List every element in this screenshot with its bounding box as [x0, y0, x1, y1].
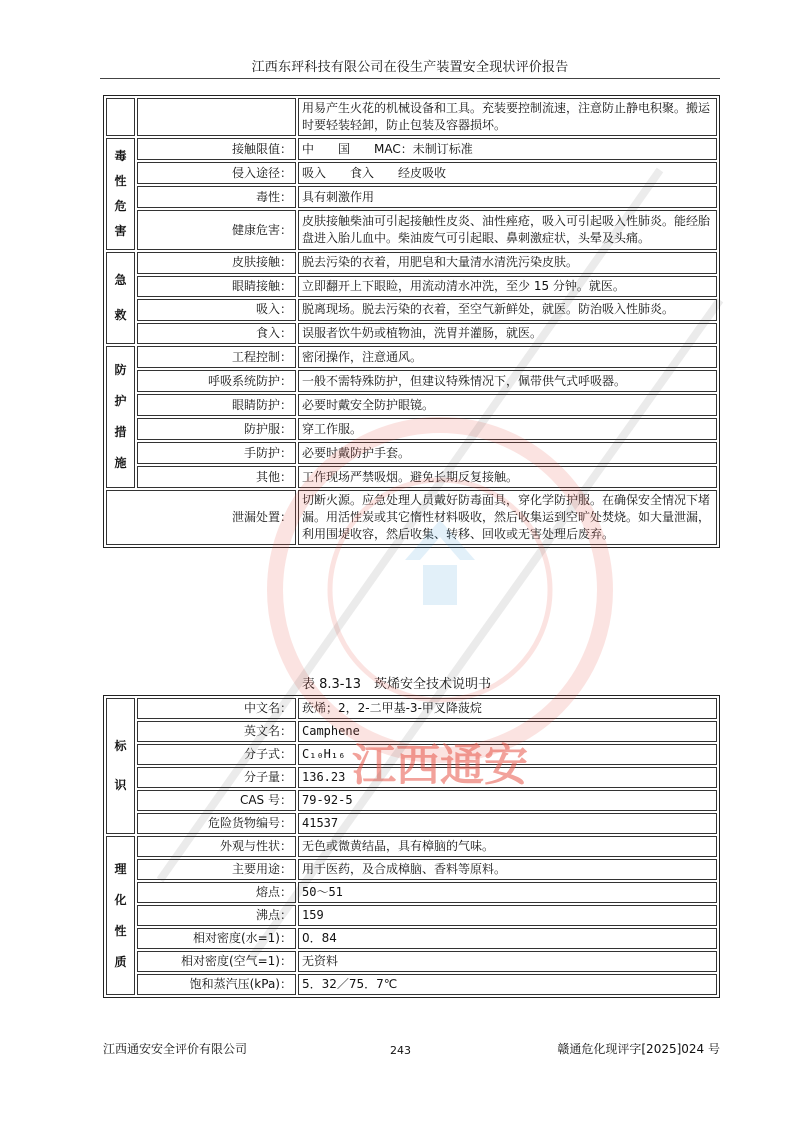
- row-value: 吸入 食入 经皮吸收: [298, 162, 717, 184]
- row-value: 159: [298, 905, 717, 926]
- row-label: 中文名：: [137, 698, 296, 719]
- row-value: 脱去污染的衣着，用肥皂和大量清水清洗污染皮肤。: [298, 252, 717, 274]
- row-value: Camphene: [298, 721, 717, 742]
- table-row: [106, 744, 717, 765]
- row-label: 皮肤接触：: [137, 252, 296, 274]
- safety-sheet-table-2: [103, 695, 720, 998]
- table-row: [106, 698, 717, 719]
- row-label: 饱和蒸汽压(kPa)：: [137, 974, 296, 995]
- row-label: 毒性：: [137, 186, 296, 208]
- table-row: [106, 418, 717, 440]
- row-label: 健康危害：: [137, 210, 296, 250]
- table-row: [106, 210, 717, 250]
- table-row: [106, 490, 717, 545]
- category-identification: 标 识: [106, 698, 135, 834]
- row-value: 穿工作服。: [298, 418, 717, 440]
- label-cell-empty: [137, 98, 296, 136]
- row-label: 相对密度(水=1)：: [137, 928, 296, 949]
- row-value: 79-92-5: [298, 790, 717, 811]
- row-label: 呼吸系统防护：: [137, 370, 296, 392]
- table-row: [106, 276, 717, 298]
- table-row: [106, 138, 717, 160]
- row-label: 接触限值：: [137, 138, 296, 160]
- table-row: [106, 466, 717, 488]
- row-value: 工作现场严禁吸烟。避免长期反复接触。: [298, 466, 717, 488]
- table-row: [106, 859, 717, 880]
- table-row: [106, 767, 717, 788]
- row-label: 沸点：: [137, 905, 296, 926]
- row-value: 一般不需特殊防护，但建议特殊情况下，佩带供气式呼吸器。: [298, 370, 717, 392]
- category-toxicity: 毒 性 危 害: [106, 138, 135, 250]
- row-label: 其他：: [137, 466, 296, 488]
- row-value: 无资料: [298, 951, 717, 972]
- table-row: [106, 346, 717, 368]
- table-row: [106, 836, 717, 857]
- row-value: 必要时戴安全防护眼镜。: [298, 394, 717, 416]
- table-row: [106, 323, 717, 345]
- row-value: 密闭操作，注意通风。: [298, 346, 717, 368]
- row-value: 必要时戴防护手套。: [298, 442, 717, 464]
- table-caption: 表 8.3-13 莰烯安全技术说明书: [301, 677, 492, 692]
- row-value: 41537: [298, 813, 717, 834]
- row-label: 分子式：: [137, 744, 296, 765]
- row-label: 防护服：: [137, 418, 296, 440]
- table-row: [106, 928, 717, 949]
- row-label: 吸入：: [137, 299, 296, 321]
- row-label: 熔点：: [137, 882, 296, 903]
- row-label: 分子量：: [137, 767, 296, 788]
- row-label: 侵入途径：: [137, 162, 296, 184]
- category-protection: 防 护 措 施: [106, 346, 135, 488]
- row-value: 皮肤接触柴油可引起接触性皮炎、油性痤疮，吸入可引起吸入性肺炎。能经胎盘进入胎儿血中。柴油废气可引起眼、鼻刺激症状，头晕及头痛。: [298, 210, 717, 250]
- row-label: 工程控制：: [137, 346, 296, 368]
- table-row: [106, 905, 717, 926]
- watermark-text: 江西通安: [352, 740, 528, 791]
- row-label: 手防护：: [137, 442, 296, 464]
- row-value: 莰烯；2，2-二甲基-3-甲叉降菠烷: [298, 698, 717, 719]
- table-row: [106, 790, 717, 811]
- row-label: 食入：: [137, 323, 296, 345]
- row-value: 0．84: [298, 928, 717, 949]
- row-value: 具有刺激作用: [298, 186, 717, 208]
- category-cell-empty: [106, 98, 135, 136]
- row-label: 主要用途：: [137, 859, 296, 880]
- row-value: 脱离现场。脱去污染的衣着，至空气新鲜处，就医。防治吸入性肺炎。: [298, 299, 717, 321]
- row-value: 无色或微黄结晶，具有樟脑的气味。: [298, 836, 717, 857]
- row-label: 眼睛接触：: [137, 276, 296, 298]
- table-row: [106, 442, 717, 464]
- page-header: 江西东玶科技有限公司在役生产装置安全现状评价报告: [251, 60, 569, 75]
- row-label: 相对密度(空气=1)：: [137, 951, 296, 972]
- footer-page-number: 243: [390, 1044, 411, 1057]
- table-row: [106, 98, 717, 136]
- header-divider: [100, 78, 720, 79]
- row-value: 用于医药，及合成樟脑、香料等原料。: [298, 859, 717, 880]
- continuation-text: 用易产生火花的机械设备和工具。充装要控制流速，注意防止静电积聚。搬运时要轻装轻卸，防止包装及容器损坏。: [298, 98, 717, 136]
- footer-company: 江西通安安全评价有限公司: [103, 1042, 248, 1056]
- footer-doc-number: 赣通危化现评字[2025]024 号: [557, 1042, 720, 1056]
- safety-sheet-table-1: [103, 95, 720, 548]
- row-value: 切断火源。应急处理人员戴好防毒面具，穿化学防护服。在确保安全情况下堵漏。用活性炭或其它惰性材料吸收，然后收集运到空旷处焚烧。如大量泄漏，利用围堤收容，然后收集、转移、回收或无害处理后废弃。: [298, 490, 717, 545]
- table-row: [106, 394, 717, 416]
- row-value: C₁₀H₁₆: [298, 744, 717, 765]
- row-value: 50～51: [298, 882, 717, 903]
- table-row: [106, 813, 717, 834]
- row-value: 136.23: [298, 767, 717, 788]
- row-value: 误服者饮牛奶或植物油，洗胃并灌肠，就医。: [298, 323, 717, 345]
- table-row: [106, 186, 717, 208]
- table-row: [106, 299, 717, 321]
- table-row: [106, 721, 717, 742]
- row-label: 危险货物编号：: [137, 813, 296, 834]
- table-row: [106, 370, 717, 392]
- table-row: [106, 882, 717, 903]
- category-first-aid: 急 救: [106, 252, 135, 344]
- category-physicochemical: 理 化 性 质: [106, 836, 135, 995]
- row-label: 泄漏处置：: [106, 490, 296, 545]
- table-row: [106, 951, 717, 972]
- row-value: 5．32／75．7℃: [298, 974, 717, 995]
- row-label: 眼睛防护：: [137, 394, 296, 416]
- row-label: 英文名：: [137, 721, 296, 742]
- row-label: CAS 号：: [137, 790, 296, 811]
- table-row: [106, 974, 717, 995]
- row-value: 立即翻开上下眼睑，用流动清水冲洗，至少 15 分钟。就医。: [298, 276, 717, 298]
- row-value: 中 国 MAC：未制订标准: [298, 138, 717, 160]
- row-label: 外观与性状：: [137, 836, 296, 857]
- table-row: [106, 252, 717, 274]
- table-row: [106, 162, 717, 184]
